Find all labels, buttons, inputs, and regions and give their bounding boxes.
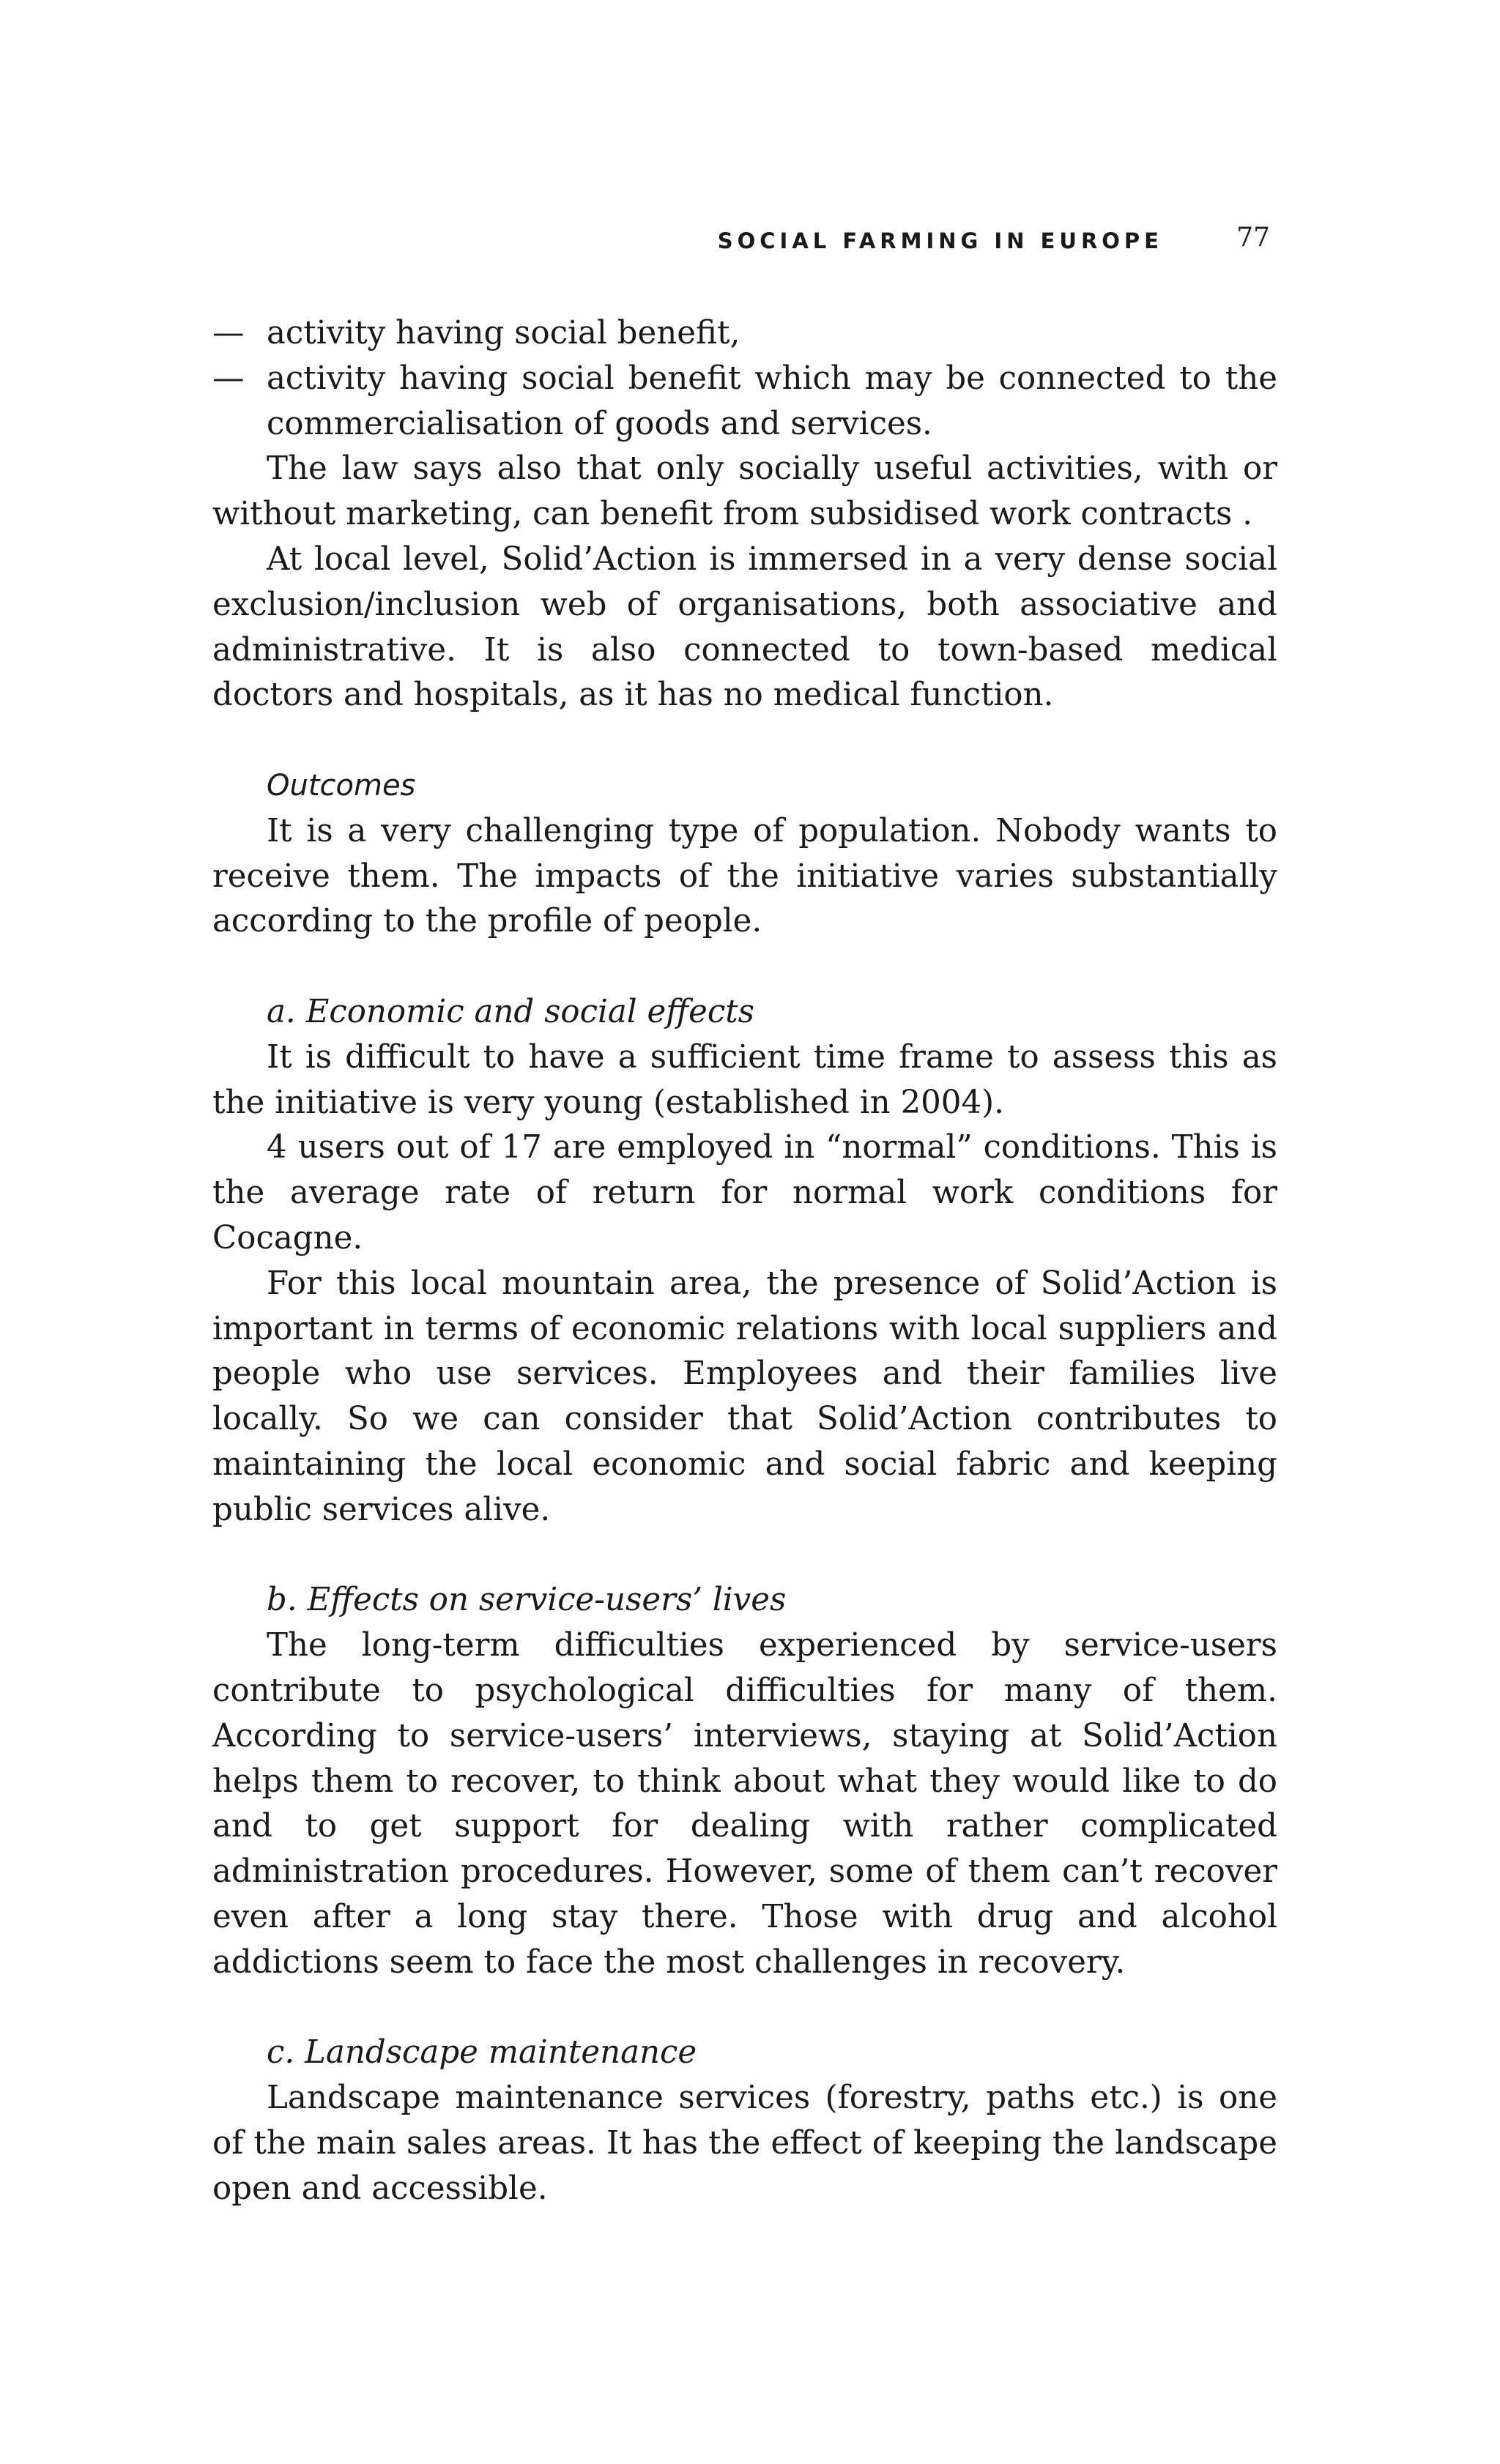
- running-header-title: SOCIAL FARMING IN EUROPE: [717, 228, 1163, 253]
- running-header: [212, 223, 1274, 259]
- list-dash: —: [212, 360, 245, 397]
- paragraph: It is difficult to have a sufficient time frame to assess this as the initiative is very young (established in 2004).: [212, 1038, 1277, 1121]
- paragraph: It is a very challenging type of population. Nobody wants to receive them. The impacts of the initiative varies substantially according to the profile of people.: [212, 812, 1277, 940]
- list-item-text: activity having social benefit,: [267, 315, 740, 351]
- section-spacer: [212, 1985, 1277, 2031]
- subsection-heading-c: c. Landscape maintenance: [267, 2034, 697, 2072]
- list-dash: —: [212, 315, 245, 351]
- list-item: [212, 357, 1277, 447]
- paragraph: For this local mountain area, the presence of Solid’Action is important in terms of economic relations with local suppliers and people who use services. Employees and their families live locally. So we can consider that Solid’Action contributes to maintaining the local economic and social fabric and keeping public services alive.: [212, 1265, 1277, 1528]
- list-item-text: activity having social benefit which may be connected to the commercialisation of goods and services.: [267, 360, 1277, 442]
- paragraph: The long-term difficulties experienced by service-users contribute to psychological difficulties for many of them. According to service-users’ interviews, staying at Solid’Action helps them to recover, to think about what they would like to do and to get support for dealing with rather complicated administration procedures. However, some of them can’t recover even after a long stay there. Those with drug and alcohol addictions seem to face the most challenges in recovery.: [212, 1627, 1277, 1981]
- paragraph: At local level, Solid’Action is immersed in a very dense social exclusion/inclusion web of organisations, both associative and administrative. It is also connected to town-based medical doctors and hospitals, as it has no medical function.: [212, 540, 1277, 714]
- paragraph: The law says also that only socially useful activities, with or without marketing, can benefit from subsidised work contracts .: [212, 450, 1277, 533]
- section-heading-outcomes: Outcomes: [267, 768, 416, 803]
- section-spacer: [212, 718, 1277, 764]
- paragraph: Landscape maintenance services (forestry, paths etc.) is one of the main sales areas. It has the effect of keeping the landscape open and accessible.: [212, 2080, 1277, 2207]
- body-text: [212, 311, 1277, 2211]
- section-spacer: [212, 945, 1277, 990]
- list-item: [212, 311, 1277, 357]
- subsection-heading-a: a. Economic and social effects: [267, 993, 755, 1030]
- paragraph: 4 users out of 17 are employed in “normal” conditions. This is the average rate of return for normal work conditions for Cocagne.: [212, 1129, 1277, 1257]
- subsection-heading-b: b. Effects on service-users’ lives: [267, 1582, 787, 1619]
- page-number: 77: [1236, 223, 1270, 253]
- section-spacer: [212, 1533, 1277, 1579]
